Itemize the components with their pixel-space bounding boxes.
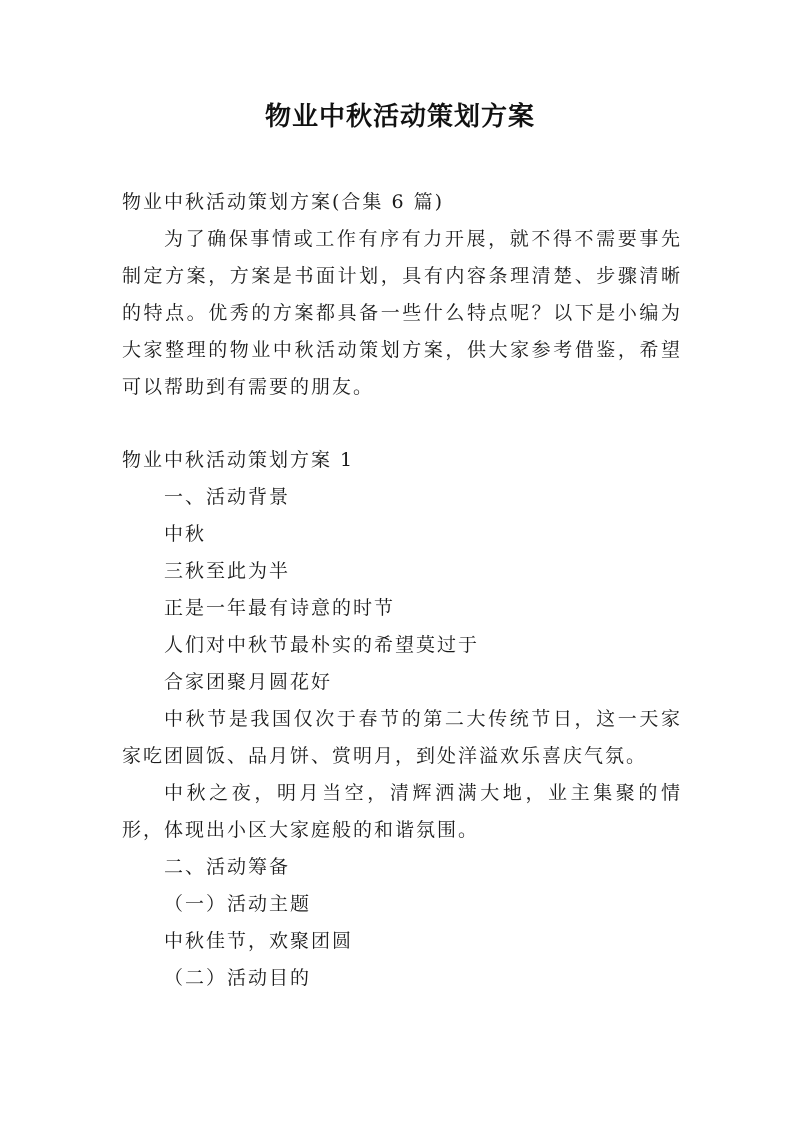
body-line: 人们对中秋节最朴实的希望莫过于	[164, 634, 480, 656]
subheading-preparation: 二、活动筹备	[164, 856, 291, 878]
body-paragraph: 中秋节是我国仅次于春节的第二大传统节日，这一天家家吃团圆饭、品月饼、赏明月，到处洋溢欢乐喜庆气氛。	[122, 708, 682, 767]
body-paragraph: 中秋之夜，明月当空，清辉洒满大地，业主集聚的情形，体现出小区大家庭般的和谐氛围。	[122, 782, 682, 841]
subheading-purpose: （二）活动目的	[164, 967, 312, 989]
intro-paragraph: 为了确保事情或工作有序有力开展，就不得不需要事先制定方案，方案是书面计划，具有内容条理清楚、步骤清晰的特点。优秀的方案都具备一些什么特点呢？以下是小编为大家整理的物业中秋活动策划方案，供大家参考借鉴，希望可以帮助到有需要的朋友。	[122, 228, 682, 398]
section-spacer	[122, 406, 682, 442]
section-heading: 物业中秋活动策划方案 1	[122, 449, 355, 471]
document-body	[122, 184, 682, 997]
subheading-background: 一、活动背景	[164, 486, 291, 508]
theme-text: 中秋佳节，欢聚团圆	[164, 930, 354, 952]
body-line: 中秋	[164, 523, 207, 545]
page-title: 物业中秋活动策划方案	[264, 102, 535, 132]
collection-heading: 物业中秋活动策划方案(合集 6 篇)	[122, 191, 444, 213]
body-line: 合家团聚月圆花好	[164, 671, 333, 693]
body-line: 正是一年最有诗意的时节	[164, 597, 396, 619]
body-line: 三秋至此为半	[164, 560, 291, 582]
subheading-theme: （一）活动主题	[164, 893, 312, 915]
